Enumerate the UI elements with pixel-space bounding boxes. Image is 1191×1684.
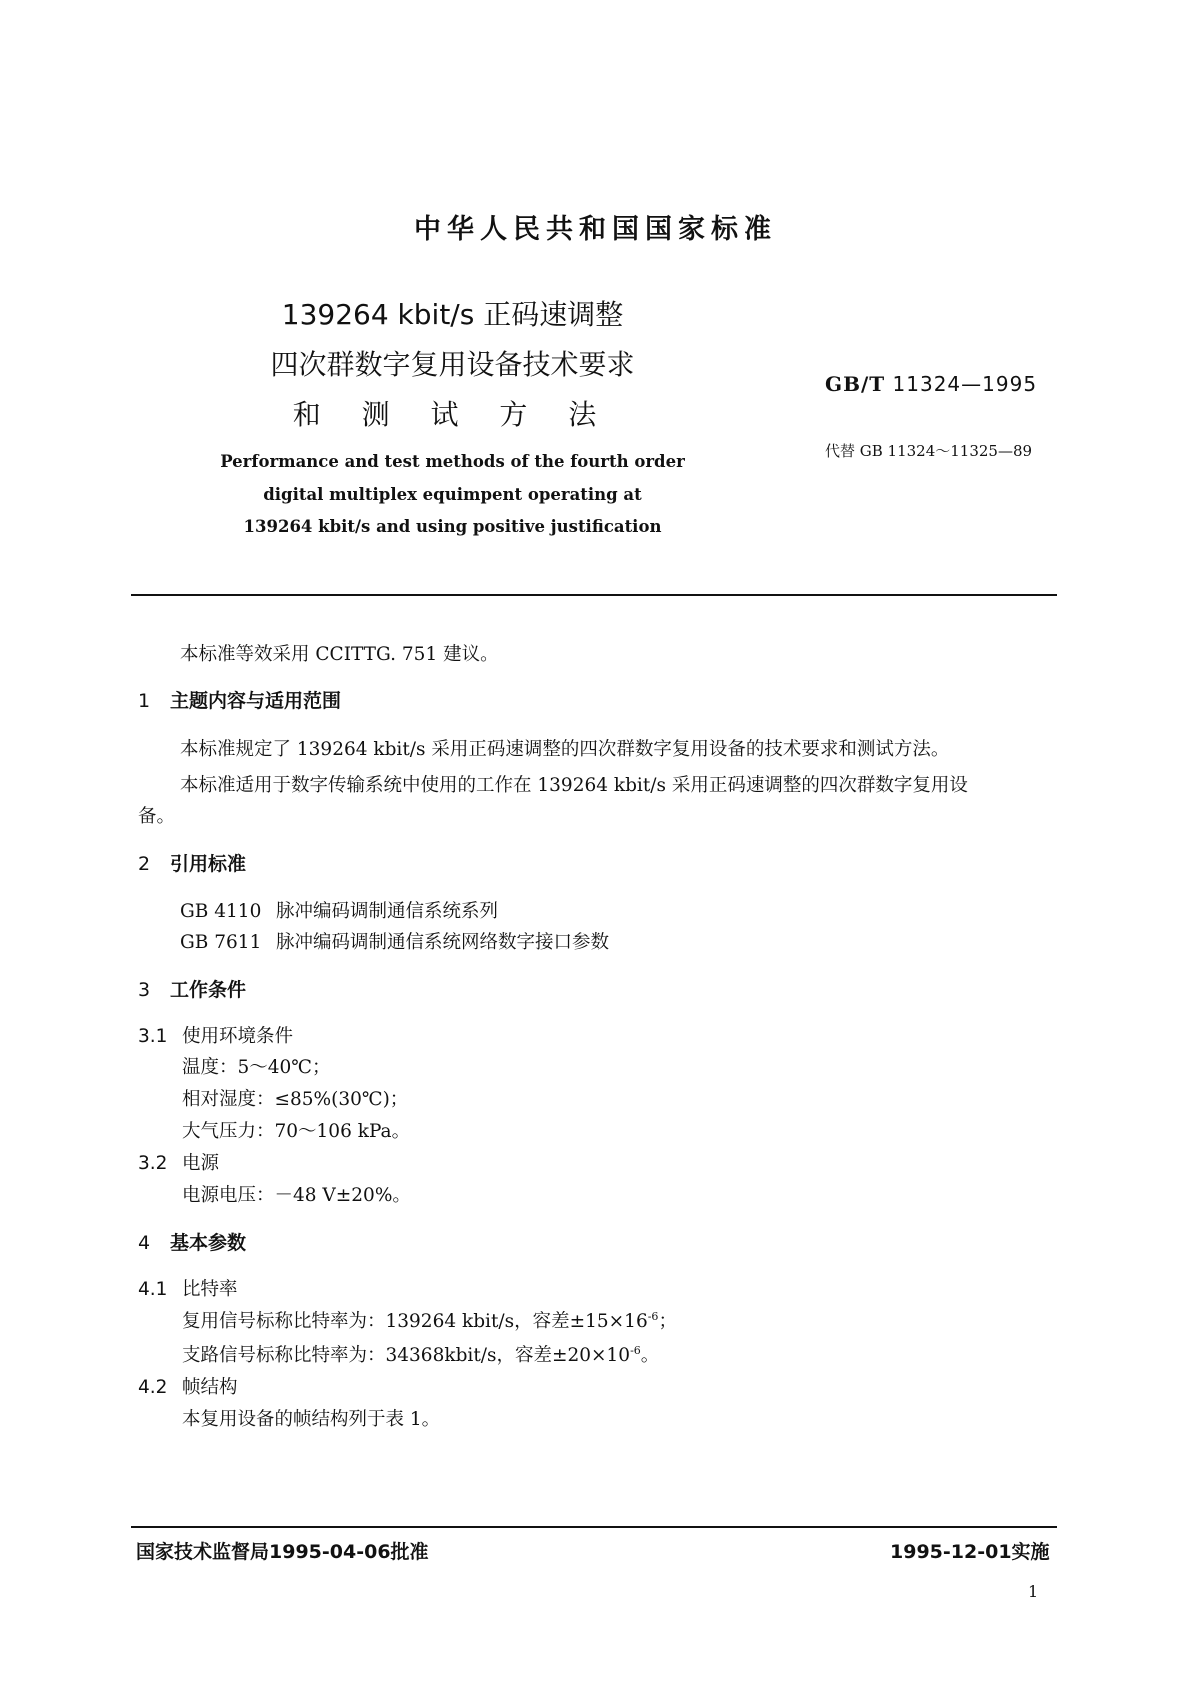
- bitrate-line-multiplex: [182, 1307, 677, 1333]
- section-1-paragraph-2-line-2: 备。: [138, 806, 176, 827]
- frame-structure-line: 本复用设备的帧结构列于表 1。: [182, 1409, 441, 1430]
- power-supply-line: 电源电压：－48 V±20%。: [182, 1185, 411, 1206]
- subsection-title: 使用环境条件: [182, 1026, 294, 1047]
- subsection-3-1-heading: [138, 1022, 293, 1048]
- section-number: 2: [138, 853, 151, 875]
- reference-title: 脉冲编码调制通信系统系列: [276, 901, 499, 922]
- subsection-title: 电源: [182, 1153, 220, 1174]
- subsection-number: 3.2: [138, 1153, 168, 1174]
- effective-date: 1995-12-01实施: [890, 1541, 1050, 1563]
- subsection-number: 3.1: [138, 1026, 168, 1047]
- english-title-line-1: Performance and test methods of the fourth order: [220, 452, 685, 471]
- standard-code-number: 11324—1995: [892, 372, 1038, 396]
- bitrate-exponent: -6: [630, 1343, 641, 1357]
- footer-divider: [131, 1526, 1057, 1528]
- title-line-1: 139264 kbit/s 正码速调整: [281, 298, 624, 331]
- bitrate-end: ；: [658, 1311, 677, 1332]
- section-1-heading: [138, 686, 341, 713]
- bitrate-exponent: -6: [647, 1309, 659, 1323]
- english-title-line-2: digital multiplex equimpent operating at: [263, 485, 642, 504]
- intro-paragraph: 本标准等效采用 CCITTG. 751 建议。: [180, 644, 499, 665]
- approval-date: 国家技术监督局1995-04-06批准: [136, 1541, 429, 1563]
- section-1-paragraph-2-line-1: 本标准适用于数字传输系统中使用的工作在 139264 kbit/s 采用正码速调整的四次群数字复用设: [180, 775, 968, 796]
- title-line-2: 四次群数字复用设备技术要求: [270, 348, 635, 381]
- section-2-heading: [138, 849, 246, 876]
- bitrate-end: 。: [640, 1345, 660, 1366]
- reference-item: [180, 928, 609, 954]
- section-title: 引用标准: [170, 853, 247, 875]
- standard-code: [825, 372, 1037, 396]
- reference-item: [180, 897, 498, 923]
- page-number: 1: [1028, 1582, 1039, 1601]
- english-title-line-3: 139264 kbit/s and using positive justification: [243, 517, 662, 536]
- condition-line: 温度：5～40℃；: [182, 1057, 331, 1078]
- subsection-title: 比特率: [182, 1279, 238, 1300]
- section-title: 基本参数: [170, 1232, 247, 1254]
- subsection-4-1-heading: [138, 1275, 238, 1301]
- section-1-paragraph-1: 本标准规定了 139264 kbit/s 采用正码速调整的四次群数字复用设备的技术要求和测试方法。: [180, 739, 950, 760]
- subsection-3-2-heading: [138, 1149, 219, 1175]
- replaces-note: 代替 GB 11324～11325—89: [825, 442, 1033, 460]
- national-standard-title: 中华人民共和国国家标准: [414, 214, 777, 245]
- subsection-number: 4.2: [138, 1377, 168, 1398]
- reference-code: GB 4110: [180, 901, 262, 922]
- subsection-title: 帧结构: [182, 1377, 238, 1398]
- bitrate-text: 复用信号标称比特率为：139264 kbit/s，容差±15×16: [182, 1311, 648, 1332]
- section-number: 4: [138, 1232, 151, 1254]
- subsection-4-2-heading: [138, 1373, 238, 1399]
- section-title: 主题内容与适用范围: [170, 690, 342, 712]
- subsection-number: 4.1: [138, 1279, 168, 1300]
- title-line-3: 和 测 试 方 法: [292, 398, 613, 431]
- section-3-heading: [138, 975, 246, 1002]
- bitrate-text: 支路信号标称比特率为：34368kbit/s，容差±20×10: [182, 1345, 631, 1366]
- condition-line: 大气压力：70～106 kPa。: [182, 1121, 411, 1142]
- section-number: 3: [138, 979, 151, 1001]
- section-title: 工作条件: [170, 979, 247, 1001]
- header-divider: [131, 594, 1057, 596]
- reference-code: GB 7611: [180, 932, 262, 953]
- section-number: 1: [138, 690, 151, 712]
- condition-line: 相对湿度：≤85%(30℃)；: [182, 1089, 409, 1110]
- standard-code-prefix: GB/T: [825, 372, 886, 396]
- reference-title: 脉冲编码调制通信系统网络数字接口参数: [276, 932, 610, 953]
- section-4-heading: [138, 1228, 246, 1255]
- bitrate-line-tributary: [182, 1341, 659, 1367]
